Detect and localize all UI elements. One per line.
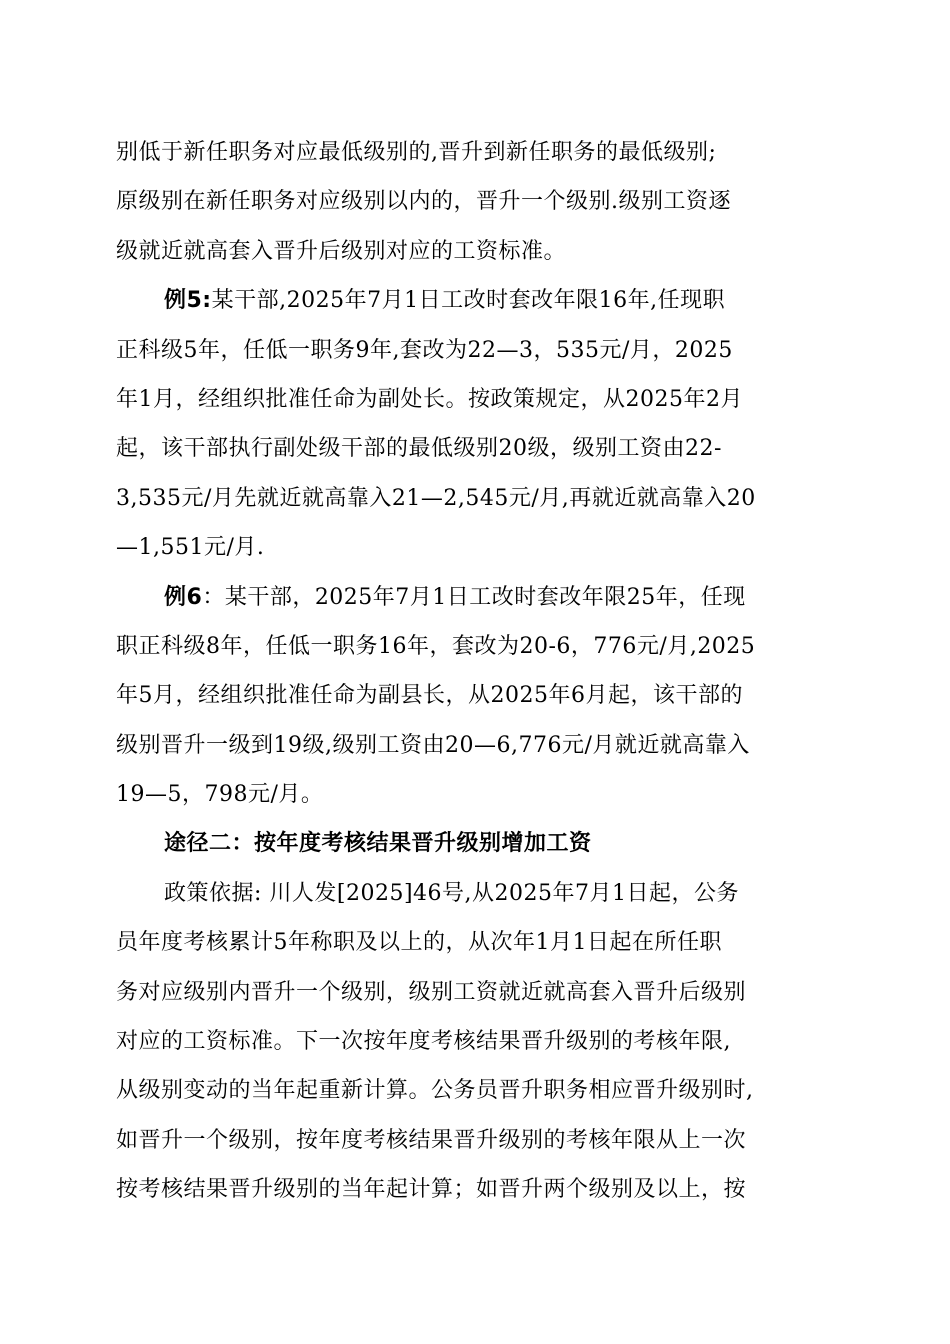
example-5-text: 某干部,2025年7月1日工改时套改年限16年,任现职 [211, 288, 726, 314]
text-line: 级就近就高套入晋升后级别对应的工资标准。 [116, 238, 567, 264]
text-line: 员年度考核累计5年称职及以上的，从次年1月1日起在所任职 [116, 930, 722, 956]
text-line: 从级别变动的当年起重新计算。公务员晋升职务相应晋升级别时, [116, 1078, 754, 1104]
example-5-first-line [116, 276, 836, 325]
text-line: 起，该干部执行副处级干部的最低级别20级，级别工资由22- [116, 436, 722, 462]
text-line: 级别晋升一级到19级,级别工资由20—6,776元/月就近就高靠入 [116, 732, 750, 758]
document-page [116, 128, 836, 1215]
text-line: 按考核结果晋升级别的当年起计算；如晋升两个级别及以上，按 [116, 1177, 747, 1203]
text-line: —1,551元/月. [116, 535, 265, 561]
example-5-label: 例5: [164, 288, 212, 314]
text-line: 年5月，经组织批准任命为副县长，从2025年6月起，该干部的 [116, 683, 743, 709]
text-line: 原级别在新任职务对应级别以内的，晋升一个级别.级别工资逐 [116, 189, 731, 215]
text-line: 政策依据: 川人发[2025]46号,从2025年7月1日起，公务 [164, 880, 740, 906]
text-line: 正科级5年，任低一职务9年,套改为22—3，535元/月，2025 [116, 337, 733, 363]
text-line: 如晋升一个级别，按年度考核结果晋升级别的考核年限从上一次 [116, 1127, 747, 1153]
text-line: 职正科级8年，任低一职务16年，套改为20-6，776元/月,2025 [116, 633, 756, 659]
text-line: 对应的工资标准。下一次按年度考核结果晋升级别的考核年限, [116, 1029, 731, 1055]
text-line: 务对应级别内晋升一个级别，级别工资就近就高套入晋升后级别 [116, 979, 747, 1005]
example-6-label: 例6 [164, 584, 203, 610]
text-line: 19—5，798元/月。 [116, 782, 324, 808]
example-6-first-line [116, 573, 836, 622]
example-6-text: ：某干部，2025年7月1日工改时套改年限25年，任现 [202, 584, 746, 610]
text-line: 别低于新任职务对应最低级别的,晋升到新任职务的最低级别; [116, 140, 717, 165]
section-heading: 途径二：按年度考核结果晋升级别增加工资 [164, 831, 592, 857]
text-line: 年1月，经组织批准任命为副处长。按政策规定，从2025年2月 [116, 386, 743, 412]
text-line: 3,535元/月先就近就高靠入21—2,545元/月,再就近就高靠入20 [116, 485, 756, 511]
